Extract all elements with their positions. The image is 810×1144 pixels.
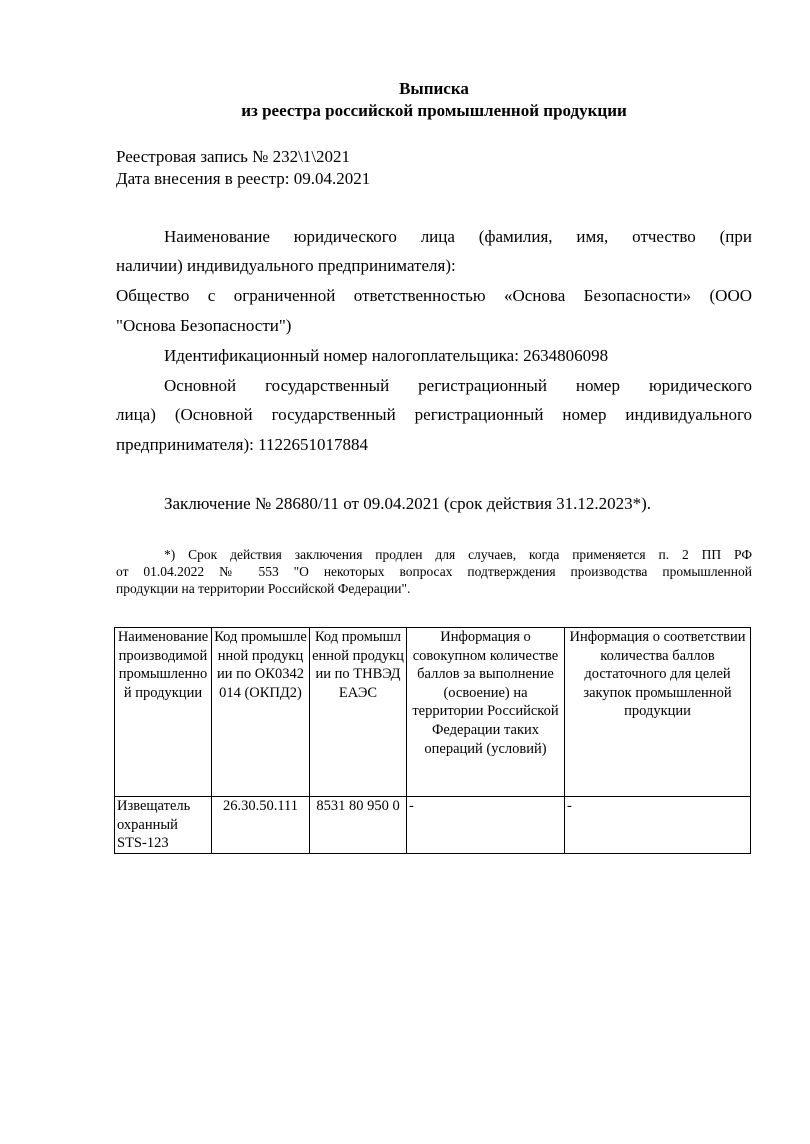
cell-product-name: Извещатель охранный STS-123 (115, 797, 212, 854)
conclusion-text: Заключение № 28680/11 от 09.04.2021 (срок действия 31.12.2023*). (164, 494, 652, 513)
entity-ogrn-line2: лица) (Основной государственный регистрационный номер индивидуального (116, 405, 752, 424)
entity-ogrn-line1: Основной государственный регистрационный номер юридического (164, 376, 752, 395)
cell-tnved-code: 8531 80 950 0 (310, 797, 407, 854)
table-header-row (115, 628, 751, 797)
cell-okpd2-code: 26.30.50.111 (212, 797, 310, 854)
registry-entry: Реестровая запись № 232\1\2021 (116, 147, 351, 166)
header-product-name: Наименование производимой промышленной продукции (115, 628, 212, 797)
entity-name-label-line1: Наименование юридического лица (фамилия, имя, отчество (при (164, 227, 752, 246)
cell-compliance-info: - (565, 797, 751, 854)
table-row (115, 797, 751, 854)
registry-date: Дата внесения в реестр: 09.04.2021 (116, 169, 371, 188)
cell-points-info: - (407, 797, 565, 854)
footnote-line3: продукции на территории Российской Федерации". (116, 581, 411, 596)
document-subtitle: из реестра российской промышленной продукции (241, 101, 627, 120)
header-points-info: Информация о совокупном количестве баллов за выполнение (освоение) на территории Российской Федерации таких операций (условий) (407, 628, 565, 797)
entity-inn: Идентификационный номер налогоплательщика: 2634806098 (164, 346, 609, 365)
footnote-line1: *) Срок действия заключения продлен для случаев, когда применяется п. 2 ПП РФ (164, 547, 752, 562)
document-title: Выписка (399, 79, 469, 98)
header-tnved-code: Код промышленной продукции по ТНВЭДЕАЭС (310, 628, 407, 797)
entity-ogrn-line3: предпринимателя): 1122651017884 (116, 435, 368, 454)
entity-name-value-line2: "Основа Безопасности") (116, 316, 292, 335)
products-table (114, 627, 751, 854)
entity-name-value-line1: Общество с ограниченной ответственностью «Основа Безопасности» (ООО (116, 286, 752, 305)
footnote-line2: от 01.04.2022 № 553 "О некоторых вопросах подтверждения производства промышленной (116, 564, 752, 579)
header-compliance-info: Информация о соответствии количества баллов достаточного для целей закупок промышленной продукции (565, 628, 751, 797)
entity-name-label-line2: наличии) индивидуального предпринимателя): (116, 256, 456, 275)
header-okpd2-code: Код промышленной продукции по ОК0342014 (ОКПД2) (212, 628, 310, 797)
